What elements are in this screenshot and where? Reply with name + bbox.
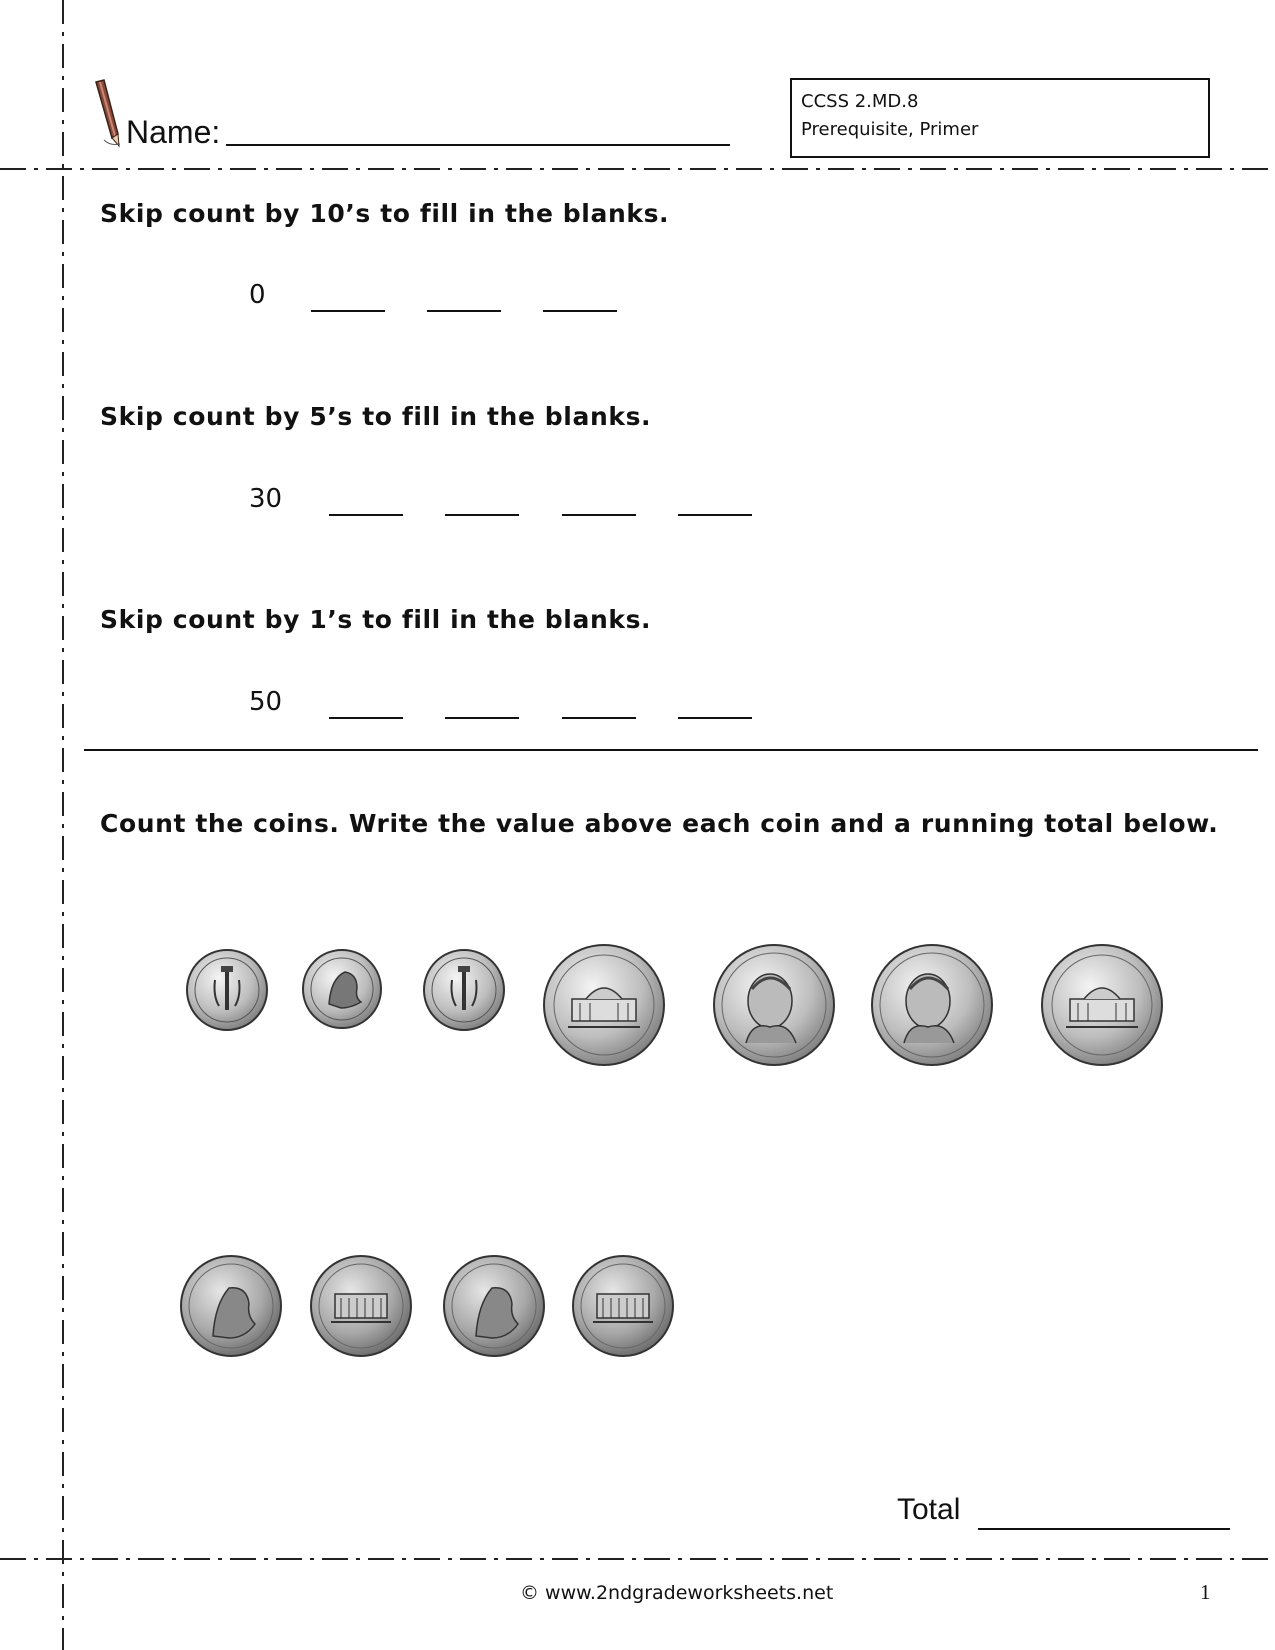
name-label: Name: [126,114,221,150]
total-field[interactable] [978,1528,1230,1530]
nickel-front-coin [712,943,836,1067]
answer-blank[interactable] [678,717,752,719]
standard-note: Prerequisite, Primer [801,119,979,140]
name-area [90,70,740,150]
penny-front-coin [442,1254,546,1358]
penny-back-coin [309,1254,413,1358]
nickel-front-coin [870,943,994,1067]
exercise-2-start: 30 [249,484,283,514]
penny-back-coin [571,1254,675,1358]
exercise-3-start: 50 [249,687,283,717]
total-label: Total [897,1493,961,1526]
exercise-3-instruction: Skip count by 1’s to fill in the blanks. [100,605,652,634]
coins-instruction: Count the coins. Write the value above each coin and a running total below. [100,809,1219,838]
answer-blank[interactable] [445,514,519,516]
top-cut-line [0,168,1275,170]
answer-blank[interactable] [311,310,385,312]
nickel-back-coin [542,943,666,1067]
section-divider [84,749,1258,751]
name-field[interactable] [226,144,730,146]
dime-front-coin [301,948,383,1030]
answer-blank[interactable] [562,514,636,516]
answer-blank[interactable] [329,717,403,719]
dime-back-coin [422,948,506,1032]
penny-front-coin [179,1254,283,1358]
bottom-cut-line [0,1558,1275,1560]
left-margin-line [62,0,64,1650]
answer-blank[interactable] [543,310,617,312]
nickel-back-coin [1040,943,1164,1067]
dime-back-coin [185,948,269,1032]
page-number: 1 [1200,1580,1211,1604]
answer-blank[interactable] [427,310,501,312]
pencil-icon [90,78,124,148]
copyright-footer: © www.2ndgradeworksheets.net [520,1582,834,1604]
exercise-2-instruction: Skip count by 5’s to fill in the blanks. [100,402,652,431]
answer-blank[interactable] [562,717,636,719]
answer-blank[interactable] [445,717,519,719]
standard-box [790,78,1210,158]
exercise-1-instruction: Skip count by 10’s to fill in the blanks. [100,199,670,228]
answer-blank[interactable] [329,514,403,516]
answer-blank[interactable] [678,514,752,516]
standard-code: CCSS 2.MD.8 [801,91,919,112]
exercise-1-start: 0 [249,280,266,310]
